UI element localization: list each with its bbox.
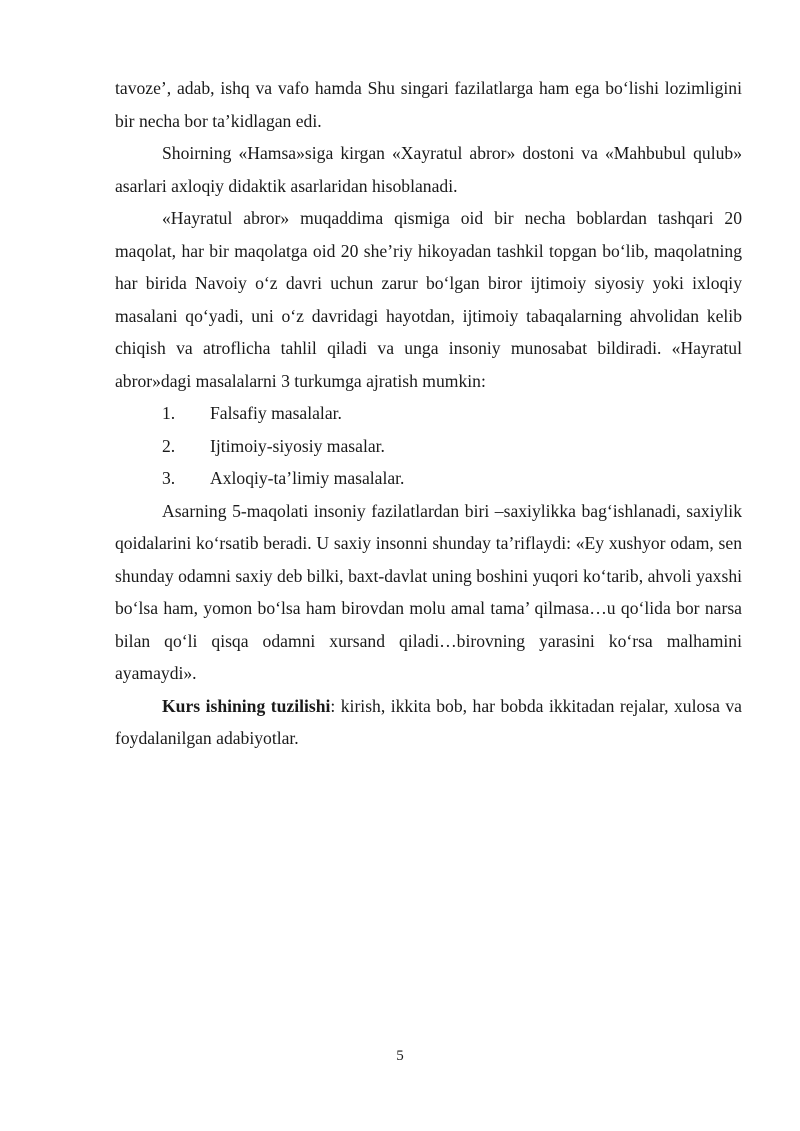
list-item-text: Falsafiy masalalar.: [210, 403, 342, 423]
list-item: [115, 462, 742, 495]
paragraph-hamsa: Shoirning «Hamsa»siga kirgan «Xayratul abror» dostoni va «Mahbubul qulub» asarlari axloqiy didaktik asarlaridan hisoblanadi.: [115, 143, 742, 196]
list-item: [115, 397, 742, 430]
paragraph-course-structure: [115, 690, 742, 755]
paragraph-continuation: tavoze’, adab, ishq va vafo hamda Shu singari fazilatlarga ham ega bo‘lishi lozimligini bir necha bor ta’kidlagan edi.: [115, 78, 742, 131]
document-body: [115, 72, 742, 755]
course-structure-heading: Kurs ishining tuzilishi: [162, 695, 331, 716]
list-item-number: 2.: [162, 435, 176, 456]
list-item: [115, 430, 742, 463]
page-number: 5: [396, 1048, 404, 1064]
list-item-text: Axloqiy-ta’limiy masalalar.: [210, 468, 405, 488]
list-item-text: Ijtimoiy-siyosiy masalar.: [210, 435, 385, 456]
paragraph-fifth-maqola: Asarning 5-maqolati insoniy fazilatlardan biri –saxiylikka bag‘ishlanadi, saxiylik qoidalarini ko‘rsatib beradi. U saxiy insonni shunday ta’riflaydi: «Ey xushyor odam, sen shunday odamni saxiy deb bilki, baxt-davlat uning boshini yuqori ko‘tarib, ahvoli yaxshi bo‘lsa ham, yomon bo‘lsa ham birovdan molu amal tama’ qilmasa…u qo‘lida bor narsa bilan qo‘li qisqa odamni xursand qiladi…birovning yarasini ko‘rsa malhamini ayamaydi».: [115, 500, 742, 683]
list-item-number: 3.: [162, 468, 176, 488]
paragraph-hayratul-abror: «Hayratul abror» muqaddima qismiga oid bir necha boblardan tashqari 20 maqolat, har bir maqolatga oid 20 she’riy hikoyadan tashkil topgan bo‘lib, maqolatning har birida Navoiy o‘z davri uchun zarur bo‘lgan biror ijtimoiy siyosiy yoki ixloqiy masalani qo‘yadi, uni o‘z davridagi hayotdan, ijtimoiy tabaqalarning ahvolidan kelib chiqish va atroflicha tahlil qiladi va unga insoniy munosabat bildiradi. «Hayratul abror»dagi masalalarni 3 turkumga ajratish mumkin:: [115, 208, 742, 391]
course-structure-text: : kirish, ikkita bob, har bobda ikkitadan rejalar, xulosa va foydalanilgan adabiyotlar.: [115, 695, 742, 748]
list-item-number: 1.: [162, 403, 176, 423]
